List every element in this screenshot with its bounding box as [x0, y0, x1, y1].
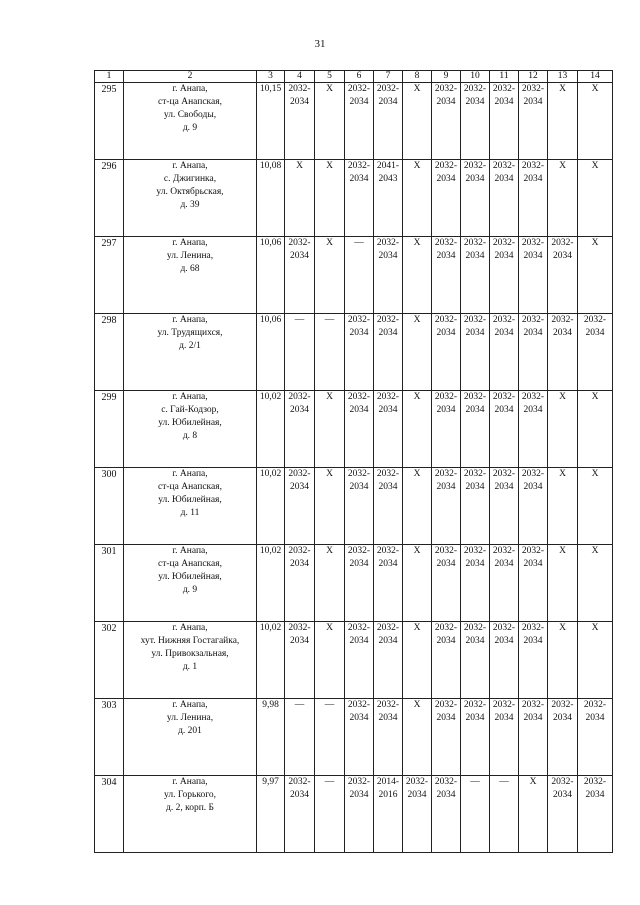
address-line: д. 201 — [178, 726, 202, 736]
period-cell: 2032- 2034 — [432, 160, 461, 237]
period-cell: 2032- 2034 — [519, 468, 548, 545]
period-cell: X — [403, 545, 432, 622]
address-cell — [124, 83, 257, 160]
period-cell: X — [519, 776, 548, 853]
area-cell: 10,06 — [257, 237, 285, 314]
period-cell: 2032- 2034 — [461, 699, 490, 776]
address-line: г. Анапа, — [172, 700, 208, 710]
address-cell — [124, 391, 257, 468]
period-cell: 2032- 2034 — [490, 83, 519, 160]
row-number: 303 — [95, 699, 124, 776]
address-line: д. 39 — [180, 200, 200, 210]
period-cell: 2032- 2034 — [374, 391, 403, 468]
address-line: г. Анапа, — [172, 238, 208, 248]
table-row — [95, 314, 613, 391]
period-cell: 2032- 2034 — [519, 391, 548, 468]
address-line: г. Анапа, — [172, 546, 208, 556]
row-number: 295 — [95, 83, 124, 160]
period-cell: 2041- 2043 — [374, 160, 403, 237]
period-cell: — — [490, 776, 519, 853]
row-number: 299 — [95, 391, 124, 468]
period-cell: X — [315, 545, 345, 622]
row-number: 302 — [95, 622, 124, 699]
address-line: ст-ца Анапская, — [158, 482, 222, 492]
period-cell: X — [578, 391, 613, 468]
table-row — [95, 622, 613, 699]
table-row — [95, 468, 613, 545]
period-cell: 2032- 2034 — [374, 83, 403, 160]
period-cell: 2032- 2034 — [548, 699, 578, 776]
address-line: д. 2, корп. Б — [165, 803, 214, 813]
period-cell: 2014- 2016 — [374, 776, 403, 853]
period-cell: — — [315, 699, 345, 776]
period-cell: 2032- 2034 — [490, 699, 519, 776]
period-cell: X — [548, 468, 578, 545]
address-line: ул. Юбилейная, — [158, 495, 222, 505]
period-cell: — — [285, 699, 315, 776]
period-cell: 2032- 2034 — [285, 468, 315, 545]
period-cell: 2032- 2034 — [432, 391, 461, 468]
period-cell: X — [403, 391, 432, 468]
page-number: 31 — [314, 38, 326, 50]
period-cell: 2032- 2034 — [345, 699, 374, 776]
period-cell: 2032- 2034 — [432, 776, 461, 853]
period-cell: X — [578, 160, 613, 237]
period-cell: 2032- 2034 — [519, 545, 548, 622]
period-cell: 2032- 2034 — [374, 468, 403, 545]
period-cell: X — [285, 160, 315, 237]
period-cell: 2032- 2034 — [345, 160, 374, 237]
column-header: 6 — [345, 71, 374, 83]
period-cell: 2032- 2034 — [519, 237, 548, 314]
header-row — [95, 71, 613, 83]
period-cell: X — [548, 83, 578, 160]
period-cell: 2032- 2034 — [490, 314, 519, 391]
address-line: д. 68 — [180, 264, 200, 274]
address-cell — [124, 776, 257, 853]
period-cell: 2032- 2034 — [432, 622, 461, 699]
address-cell — [124, 699, 257, 776]
column-header: 8 — [403, 71, 432, 83]
period-cell: — — [285, 314, 315, 391]
address-line: д. 8 — [182, 431, 198, 441]
period-cell: 2032- 2034 — [285, 83, 315, 160]
period-cell: X — [548, 545, 578, 622]
period-cell: X — [578, 83, 613, 160]
period-cell: 2032- 2034 — [519, 699, 548, 776]
period-cell: — — [315, 314, 345, 391]
column-header: 3 — [257, 71, 285, 83]
column-header: 4 — [285, 71, 315, 83]
period-cell: X — [403, 314, 432, 391]
period-cell: 2032- 2034 — [285, 391, 315, 468]
period-cell: X — [578, 237, 613, 314]
period-cell: X — [315, 237, 345, 314]
address-line: хут. Нижняя Гостагайка, — [140, 636, 240, 646]
row-number: 304 — [95, 776, 124, 853]
period-cell: 2032- 2034 — [519, 314, 548, 391]
row-number: 298 — [95, 314, 124, 391]
area-cell: 10,02 — [257, 391, 285, 468]
period-cell: 2032- 2034 — [548, 237, 578, 314]
address-line: ул. Юбилейная, — [158, 572, 222, 582]
period-cell: 2032- 2034 — [374, 545, 403, 622]
period-cell: 2032- 2034 — [285, 545, 315, 622]
period-cell: 2032- 2034 — [432, 237, 461, 314]
period-cell: 2032- 2034 — [461, 314, 490, 391]
period-cell: X — [578, 622, 613, 699]
period-cell: 2032- 2034 — [461, 83, 490, 160]
column-header: 10 — [461, 71, 490, 83]
period-cell: 2032- 2034 — [432, 545, 461, 622]
period-cell: 2032- 2034 — [490, 237, 519, 314]
period-cell: X — [403, 622, 432, 699]
address-line: ул. Горького, — [164, 790, 216, 800]
address-line: д. 2/1 — [179, 341, 201, 351]
period-cell: X — [548, 160, 578, 237]
address-line: д. 9 — [182, 585, 198, 595]
address-line: г. Анапа, — [172, 392, 208, 402]
table-row — [95, 237, 613, 314]
address-line: д. 1 — [182, 662, 198, 672]
column-header: 5 — [315, 71, 345, 83]
period-cell: 2032- 2034 — [285, 776, 315, 853]
address-line: г. Анапа, — [172, 84, 208, 94]
address-line: с. Джигинка, — [163, 174, 217, 184]
address-line: г. Анапа, — [172, 469, 208, 479]
period-cell: 2032- 2034 — [432, 699, 461, 776]
area-cell: 10,06 — [257, 314, 285, 391]
period-cell: 2032- 2034 — [461, 391, 490, 468]
period-cell: 2032- 2034 — [345, 468, 374, 545]
area-cell: 10,02 — [257, 622, 285, 699]
period-cell: 2032- 2034 — [403, 776, 432, 853]
period-cell: X — [578, 545, 613, 622]
period-cell: 2032- 2034 — [578, 314, 613, 391]
table-row — [95, 776, 613, 853]
period-cell: 2032- 2034 — [519, 83, 548, 160]
period-cell: 2032- 2034 — [490, 545, 519, 622]
column-header: 11 — [490, 71, 519, 83]
address-line: с. Гай-Кодзор, — [161, 405, 219, 415]
period-cell: 2032- 2034 — [490, 468, 519, 545]
row-number: 301 — [95, 545, 124, 622]
area-cell: 10,15 — [257, 83, 285, 160]
address-line: г. Анапа, — [172, 315, 208, 325]
address-cell — [124, 160, 257, 237]
period-cell: 2032- 2034 — [432, 468, 461, 545]
period-cell: 2032- 2034 — [548, 776, 578, 853]
period-cell: 2032- 2034 — [285, 622, 315, 699]
period-cell: 2032- 2034 — [374, 622, 403, 699]
column-header: 14 — [578, 71, 613, 83]
address-cell — [124, 468, 257, 545]
address-line: г. Анапа, — [172, 161, 208, 171]
period-cell: 2032- 2034 — [374, 314, 403, 391]
period-cell: 2032- 2034 — [285, 237, 315, 314]
address-line: г. Анапа, — [172, 777, 208, 787]
period-cell: — — [315, 776, 345, 853]
column-header: 7 — [374, 71, 403, 83]
address-line: ст-ца Анапская, — [158, 559, 222, 569]
period-cell: 2032- 2034 — [461, 468, 490, 545]
table-row — [95, 83, 613, 160]
address-cell — [124, 545, 257, 622]
period-cell: 2032- 2034 — [345, 622, 374, 699]
period-cell: 2032- 2034 — [374, 699, 403, 776]
row-number: 296 — [95, 160, 124, 237]
period-cell: 2032- 2034 — [461, 545, 490, 622]
period-cell: — — [345, 237, 374, 314]
address-line: ул. Ленина, — [166, 713, 214, 723]
address-line: ст-ца Анапская, — [158, 97, 222, 107]
period-cell: 2032- 2034 — [461, 237, 490, 314]
area-cell: 9,97 — [257, 776, 285, 853]
period-cell: 2032- 2034 — [490, 160, 519, 237]
period-cell: 2032- 2034 — [345, 314, 374, 391]
period-cell: 2032- 2034 — [461, 622, 490, 699]
row-number: 300 — [95, 468, 124, 545]
register-table — [94, 70, 613, 853]
period-cell: 2032- 2034 — [578, 776, 613, 853]
period-cell: 2032- 2034 — [345, 83, 374, 160]
period-cell: 2032- 2034 — [519, 160, 548, 237]
address-line: г. Анапа, — [172, 623, 208, 633]
period-cell: X — [315, 83, 345, 160]
address-line: ул. Свободы, — [163, 110, 217, 120]
period-cell: 2032- 2034 — [345, 545, 374, 622]
period-cell: — — [461, 776, 490, 853]
address-line: ул. Трудящихся, — [157, 328, 223, 338]
period-cell: X — [403, 160, 432, 237]
period-cell: X — [315, 622, 345, 699]
period-cell: 2032- 2034 — [548, 314, 578, 391]
area-cell: 10,02 — [257, 545, 285, 622]
period-cell: X — [403, 699, 432, 776]
period-cell: X — [548, 391, 578, 468]
period-cell: X — [578, 468, 613, 545]
period-cell: X — [548, 622, 578, 699]
period-cell: 2032- 2034 — [432, 314, 461, 391]
column-header: 13 — [548, 71, 578, 83]
period-cell: 2032- 2034 — [461, 160, 490, 237]
column-header: 2 — [124, 71, 257, 83]
address-line: ул. Юбилейная, — [158, 418, 222, 428]
period-cell: 2032- 2034 — [490, 391, 519, 468]
address-line: д. 9 — [182, 123, 198, 133]
address-line: ул. Октябрьская, — [156, 187, 224, 197]
period-cell: 2032- 2034 — [519, 622, 548, 699]
address-cell — [124, 237, 257, 314]
table-row — [95, 160, 613, 237]
area-cell: 10,02 — [257, 468, 285, 545]
address-line: ул. Привокзальная, — [151, 649, 229, 659]
area-cell: 9,98 — [257, 699, 285, 776]
address-line: д. 11 — [180, 508, 200, 518]
column-header: 12 — [519, 71, 548, 83]
period-cell: X — [315, 391, 345, 468]
period-cell: 2032- 2034 — [432, 83, 461, 160]
area-cell: 10,08 — [257, 160, 285, 237]
table-row — [95, 391, 613, 468]
period-cell: X — [315, 160, 345, 237]
row-number: 297 — [95, 237, 124, 314]
period-cell: 2032- 2034 — [345, 776, 374, 853]
table-row — [95, 699, 613, 776]
table-row — [95, 545, 613, 622]
period-cell: 2032- 2034 — [490, 622, 519, 699]
column-header: 1 — [95, 71, 124, 83]
period-cell: X — [403, 83, 432, 160]
period-cell: X — [315, 468, 345, 545]
period-cell: 2032- 2034 — [374, 237, 403, 314]
period-cell: X — [403, 237, 432, 314]
address-cell — [124, 622, 257, 699]
period-cell: 2032- 2034 — [578, 699, 613, 776]
address-line: ул. Ленина, — [166, 251, 214, 261]
period-cell: 2032- 2034 — [345, 391, 374, 468]
period-cell: X — [403, 468, 432, 545]
address-cell — [124, 314, 257, 391]
column-header: 9 — [432, 71, 461, 83]
